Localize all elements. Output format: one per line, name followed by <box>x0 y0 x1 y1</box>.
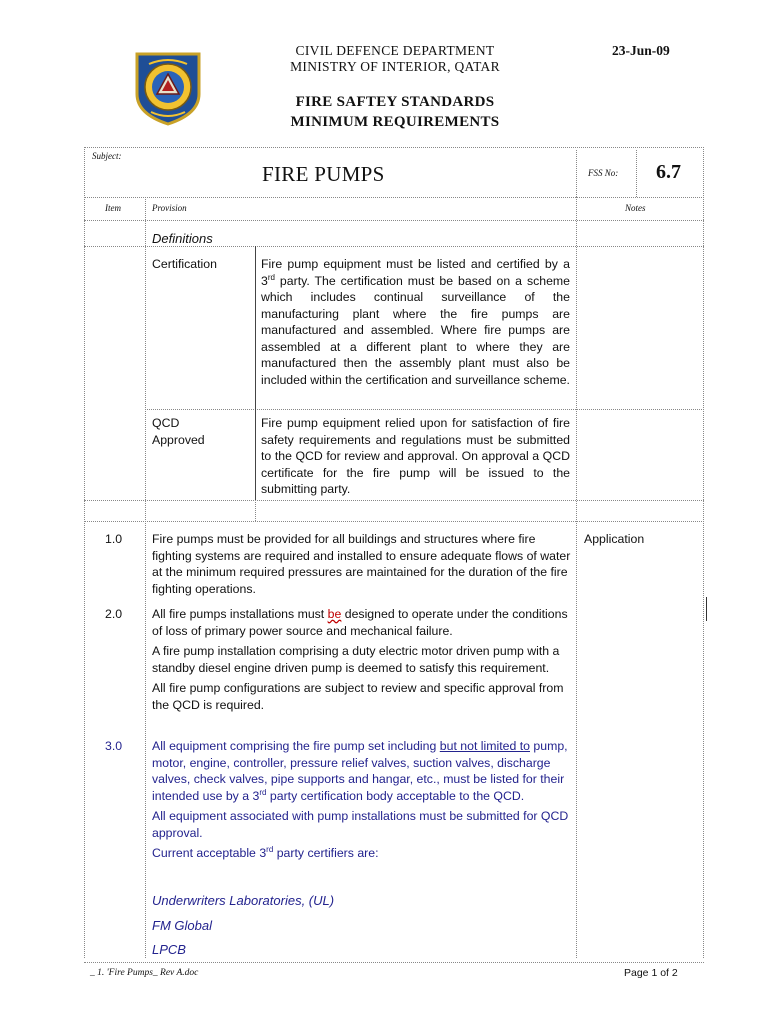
definition-text-qcd-approved: Fire pump equipment relied upon for satisfaction of fire safety requirements and regulations must be submitted to the QCD for review and approval. On approval a QCD certificate for the fire pump will be issued to the submitting party. <box>261 416 570 496</box>
fss-number: 6.7 <box>656 161 681 183</box>
item-2-paragraph-2: A fire pump installation comprising a duty electric motor driven pump with a standby diesel engine driven pump is deemed to satisfy this requirement. <box>152 644 560 675</box>
certifier-lpcb: LPCB <box>152 942 186 957</box>
definition-term-certification: Certification <box>152 257 217 271</box>
item-2-paragraph-3: All fire pump configurations are subject to review and specific approval from the QCD is required. <box>152 681 564 712</box>
item-text-1: Fire pumps must be provided for all buildings and structures where fire fighting systems are required and installed to ensure adequate flows of water at the minimum required pressures are maintained for the duration of the fire fighting operations. <box>152 532 571 596</box>
subject-title: FIRE PUMPS <box>262 162 385 186</box>
item-3-paragraph-2: All equipment associated with pump installations must be submitted for QCD approval. <box>152 809 569 840</box>
item-3-paragraph-3: Current acceptable 3rd party certifiers are: <box>152 845 379 860</box>
definitions-heading: Definitions <box>152 231 213 246</box>
item-number-1: 1.0 <box>105 532 123 546</box>
column-header-provision: Provision <box>152 203 187 213</box>
fss-number-rule <box>636 150 637 197</box>
item-column-rule <box>145 197 146 958</box>
item-text-3 <box>152 738 572 866</box>
subject-label: Subject: <box>92 151 122 161</box>
column-header-item: Item <box>105 203 121 213</box>
notes-column-rule <box>576 197 577 958</box>
ministry-name: MINISTRY OF INTERIOR, QATAR <box>290 59 500 74</box>
definition-term-qcd-approved: QCD Approved <box>152 416 205 447</box>
footer-page-number: Page 1 of 2 <box>624 967 678 979</box>
definition-term-rule <box>255 246 256 500</box>
department-name: CIVIL DEFENCE DEPARTMENT <box>295 43 495 58</box>
item-note-application: Application <box>584 532 645 546</box>
item-2-paragraph-1: All fire pumps installations must be designed to operate under the conditions of loss of primary power source and mechanical failure. <box>152 607 568 638</box>
item-number-2: 2.0 <box>105 607 123 621</box>
fss-label-rule <box>576 150 577 197</box>
text-cursor <box>706 597 707 621</box>
items-top-rule <box>84 521 704 522</box>
certifier-fm-global: FM Global <box>152 918 212 933</box>
spelling-flag: be <box>327 607 342 621</box>
fss-label: FSS No: <box>588 168 619 178</box>
table-top-rule <box>84 147 704 148</box>
spacer-term-rule <box>255 500 256 521</box>
definition-text-certification: Fire pump equipment must be listed and certified by a 3rd party. The certification must be based on a scheme which includes continual surveillance of the manufacturing plant where the fire pumps are manufactured and assembled. Where fire pumps are assembled at a different plant to where they are manufactured then the assembly plant must also be included within the certification and surveillance scheme. <box>261 257 570 387</box>
standards-title: FIRE SAFTEY STANDARDS <box>295 94 495 110</box>
definitions-rule <box>84 246 704 247</box>
document-date: 23-Jun-09 <box>612 43 670 58</box>
footer-rule <box>84 962 704 963</box>
column-header-notes: Notes <box>625 203 646 213</box>
item-text-2 <box>152 606 572 717</box>
certifier-ul: Underwriters Laboratories, (UL) <box>152 893 335 908</box>
item-3-paragraph-1: All equipment comprising the fire pump set including but not limited to pump, motor, engine, controller, pressure relief valves, suction valves, discharge valves, check valves, pipe supports and hangar, etc., must be listed for their intended use by a 3rd party certification body acceptable to the QCD. <box>152 739 568 803</box>
standards-subtitle: MINIMUM REQUIREMENTS <box>290 114 500 130</box>
certification-bottom-rule <box>145 409 704 410</box>
item-number-3: 3.0 <box>105 739 123 753</box>
table-right-rule <box>703 147 704 958</box>
footer-filename: _ 1. 'Fire Pumps_ Rev A.doc <box>90 968 199 978</box>
table-left-rule <box>84 147 85 958</box>
header-bottom-rule <box>84 220 704 221</box>
definitions-bottom-rule <box>84 500 704 501</box>
subject-bottom-rule <box>84 197 704 198</box>
